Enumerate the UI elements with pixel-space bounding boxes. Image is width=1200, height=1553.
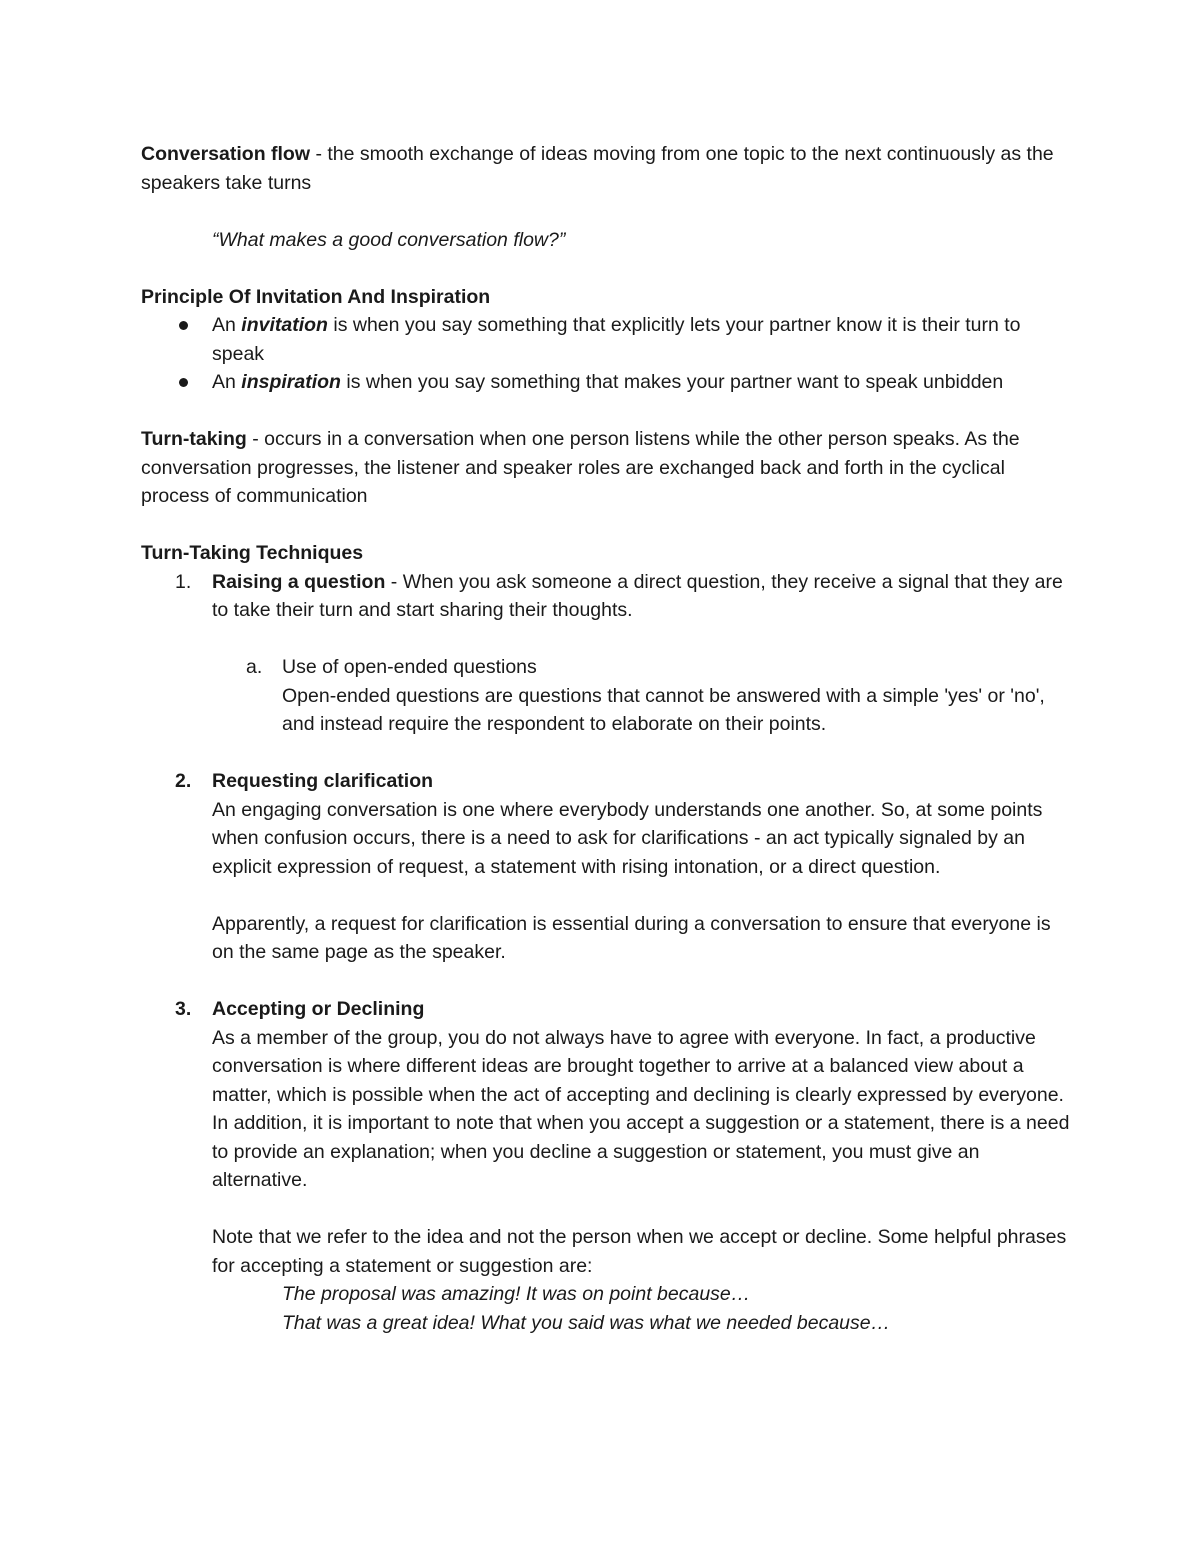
sub-item-title: Use of open-ended questions <box>282 656 537 678</box>
bullet-icon <box>179 321 188 330</box>
example-phrase: The proposal was amazing! It was on point because… <box>282 1283 751 1305</box>
technique-requesting-clarification <box>141 767 1071 967</box>
section-heading-principle: Principle Of Invitation And Inspiration <box>141 285 491 308</box>
technique-text: - When you ask someone a direct question, they receive a signal that they are to take their turn and start sharing their thoughts. <box>212 570 1063 621</box>
term-conversation-flow: Conversation flow <box>141 143 311 165</box>
term-inspiration: inspiration <box>241 371 341 393</box>
example-phrase: That was a great idea! What you said was what we needed because… <box>282 1311 891 1334</box>
definition-conversation-flow <box>141 140 1071 197</box>
list-marker: 2. <box>175 770 192 792</box>
technique-accepting-declining <box>141 995 1071 1280</box>
item-prefix: An <box>212 371 242 393</box>
item-prefix: An <box>212 314 242 336</box>
term-raising-question: Raising a question <box>212 570 386 593</box>
technique-paragraph: Note that we refer to the idea and not the person when we accept or decline. Some helpful phrases for accepting a statement or suggestion are: <box>212 1226 1067 1277</box>
term-accepting-declining: Accepting or Declining <box>212 998 425 1020</box>
definition-turn-taking <box>141 425 1071 511</box>
item-text: is when you say something that makes your partner want to speak unbidden <box>340 371 1004 393</box>
list-marker: a. <box>246 656 263 678</box>
technique-raising-question <box>141 568 1071 625</box>
item-text: is when you say something that explicitly lets your partner know it is their turn to speak <box>212 314 1021 365</box>
guiding-question: “What makes a good conversation flow?” <box>212 228 566 251</box>
list-item-invitation <box>141 311 1071 368</box>
list-marker: 1. <box>175 570 192 593</box>
technique-paragraph: Apparently, a request for clarification is essential during a conversation to ensure that everyone is on the same page as the speaker. <box>212 912 1051 963</box>
term-requesting-clarification: Requesting clarification <box>212 770 434 792</box>
technique-paragraph: An engaging conversation is one where everybody understands one another. So, at some points when confusion occurs, there is a need to ask for clarifications - an act typically signaled by an explicit expression of request, a statement with rising intonation, or a direct question. <box>212 798 1043 878</box>
sub-item-open-ended <box>141 653 1071 739</box>
definition-text: - the smooth exchange of ideas moving from one topic to the next continuously as the speakers take turns <box>141 143 1054 194</box>
sub-item-text: Open-ended questions are questions that cannot be answered with a simple 'yes' or 'no', and instead require the respondent to elaborate on their points. <box>282 684 1045 735</box>
technique-paragraph: As a member of the group, you do not always have to agree with everyone. In fact, a productive conversation is where different ideas are brought together to arrive at a balanced view about a matter, which is possible when the act of accepting and declining is clearly expressed by everyone. In addition, it is important to note that when you accept a suggestion or a statement, there is a need to provide an explanation; when you decline a suggestion or statement, you must give an alternative. <box>212 1026 1070 1191</box>
definition-text: - occurs in a conversation when one person listens while the other person speaks. As the conversation progresses, the listener and speaker roles are exchanged back and forth in the cyclical process of communication <box>141 428 1020 507</box>
term-invitation: invitation <box>241 314 328 336</box>
list-marker: 3. <box>175 998 192 1020</box>
section-heading-techniques: Turn-Taking Techniques <box>141 542 364 564</box>
term-turn-taking: Turn-taking <box>141 428 247 450</box>
bullet-icon <box>179 378 188 387</box>
document-page <box>141 140 1071 1337</box>
list-item-inspiration <box>141 368 1071 397</box>
